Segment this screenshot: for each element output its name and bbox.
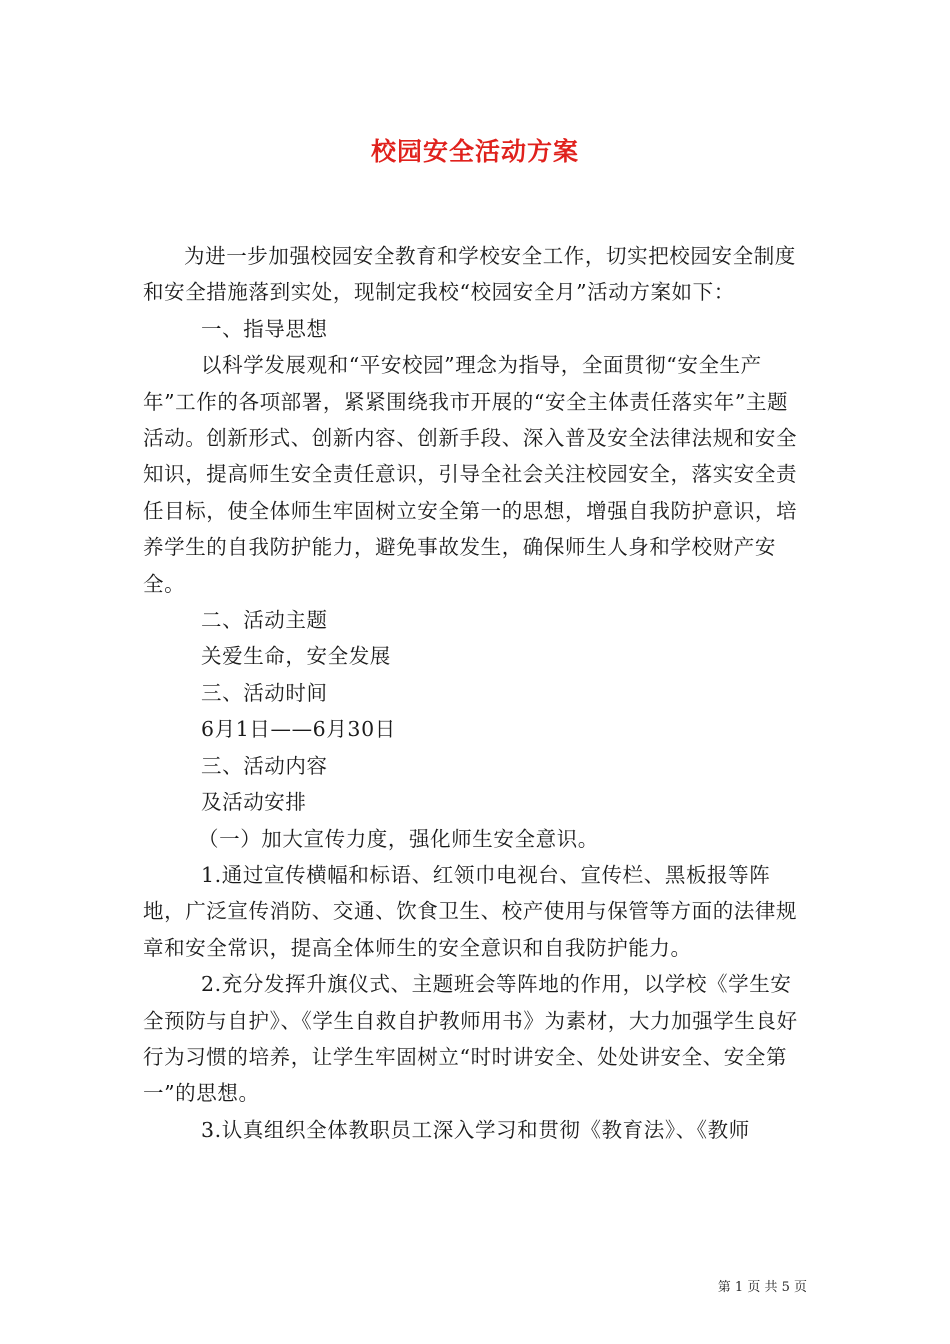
theme-text: 关爱生命，安全发展	[201, 644, 391, 669]
list-item: 3.认真组织全体教职员工深入学习和贯彻《教育法》、《教师	[201, 1117, 750, 1142]
section-heading-time: 三、活动时间	[201, 680, 328, 705]
page-number: 第 1 页 共 5 页	[717, 1280, 807, 1295]
subsection-heading-publicity: （一）加大宣传力度，强化师生安全意识。	[198, 826, 599, 851]
section-heading-guiding-thought: 一、指导思想	[201, 316, 328, 341]
list-item: 1.通过宣传横幅和标语、红领巾电视台、宣传栏、黑板报等阵地，广泛宣传消防、交通、饮食卫生、校产使用与保管等方面的法律规章和安全常识，提高全体师生的安全意识和自我防护能力。	[143, 862, 798, 960]
time-text: 6月1日——6月30日	[201, 717, 396, 742]
document-title: 校园安全活动方案	[370, 137, 579, 166]
section-heading-content: 三、活动内容	[201, 753, 328, 778]
guiding-thought-paragraph: 以科学发展观和“平安校园”理念为指导，全面贯彻“安全生产年”工作的各项部署，紧紧围绕我市开展的“安全主体责任落实年”主题活动。创新形式、创新内容、创新手段、深入普及安全法律法规和安全知识，提高师生安全责任意识，引导全社会关注校园安全，落实安全责任目标，使全体师生牢固树立安全第一的思想，增强自我防护意识，培养学生的自我防护能力，避免事故发生，确保师生人身和学校财产安全。	[143, 353, 798, 596]
document-body	[143, 238, 807, 1148]
content-subheading: 及活动安排	[201, 790, 307, 815]
intro-paragraph: 为进一步加强校园安全教育和学校安全工作，切实把校园安全制度和安全措施落到实处，现制定我校“校园安全月”活动方案如下：	[143, 244, 796, 305]
section-heading-theme: 二、活动主题	[201, 608, 328, 633]
list-item: 2.充分发挥升旗仪式、主题班会等阵地的作用，以学校《学生安全预防与自护》、《学生自救自护教师用书》为素材，大力加强学生良好行为习惯的培养，让学生牢固树立“时时讲安全、处处讲安全、安全第一”的思想。	[143, 972, 798, 1106]
